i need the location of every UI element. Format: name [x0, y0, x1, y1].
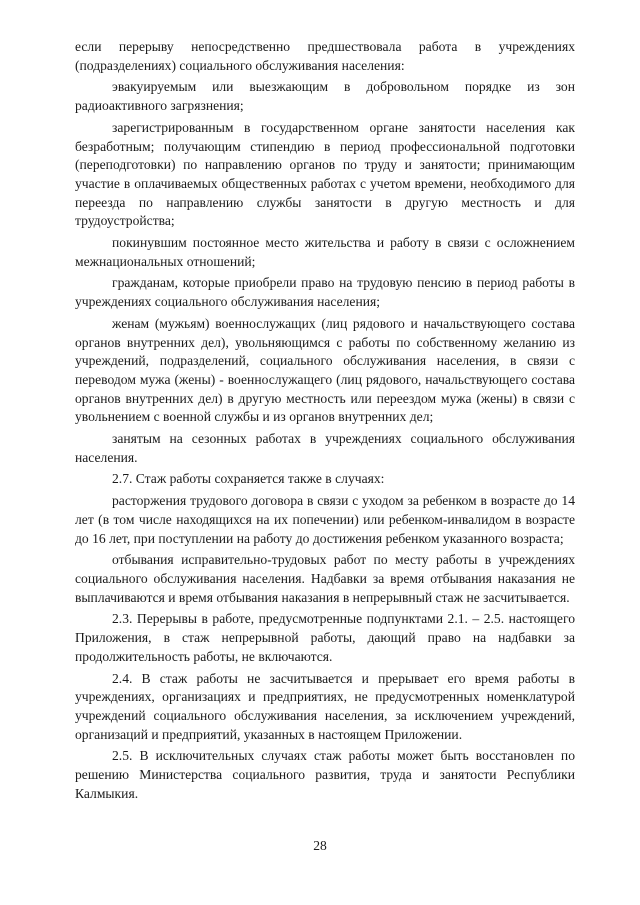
paragraph-military-spouses: женам (мужьям) военнослужащих (лиц рядового и начальствующего состава органов внутренних дел), увольняющимся с работы по собственному желанию из учреждений, подразделений, социального обслуживания населения, в связи с переводом мужа (жены) - военнослужащего (лиц рядового, начальствующего состава органов внутренних дел) в другую местность или переездом мужа (жены) в связи с увольнением с военной службы и из органов внутренних дел;: [75, 315, 575, 425]
paragraph-evacuated: эвакуируемым или выезжающим в добровольном порядке из зон радиоактивного загрязнения;: [75, 79, 575, 114]
paragraph-childcare: расторжения трудового договора в связи с уходом за ребенком в возрасте до 14 лет (в том числе находящихся на их попечении) или ребенком-инвалидом в возрасте до 16 лет, при поступлении на работу до достижения ребенком указанного возраста;: [75, 493, 575, 546]
paragraph-corrective-labor: отбывания исправительно-трудовых работ по месту работы в учреждениях социального обслуживания населения. Надбавки за время отбывания наказания не выплачиваются и время отбывания наказания в непрерывный стаж не засчитывается.: [75, 552, 575, 605]
paragraph-pension: гражданам, которые приобрели право на трудовую пенсию в период работы в учреждениях социального обслуживания населения;: [75, 275, 575, 310]
paragraph-continuation: если перерыву непосредственно предшествовала работа в учреждениях (подразделениях) социального обслуживания населения:: [75, 39, 575, 73]
page-number: 28: [313, 838, 327, 853]
paragraph-2-4: 2.4. В стаж работы не засчитывается и прерывает его время работы в учреждениях, организациях и предприятиях, не предусмотренных номенклатурой учреждений социального обслуживания населения, за исключением учреждений, организаций и предприятий, указанных в настоящем Приложении.: [75, 670, 575, 742]
paragraph-interethnic: покинувшим постоянное место жительства и работу в связи с осложнением межнациональных отношений;: [75, 235, 575, 269]
document-body: [75, 38, 575, 806]
paragraph-seasonal: занятым на сезонных работах в учреждениях социального обслуживания населения.: [75, 431, 575, 465]
paragraph-2-3: 2.3. Перерывы в работе, предусмотренные подпунктами 2.1. – 2.5. настоящего Приложения, в стаж непрерывной работы, дающий право на надбавки за продолжительность работы, не включаются.: [75, 611, 575, 664]
paragraph-2-7: 2.7. Стаж работы сохраняется также в случаях:: [112, 471, 385, 487]
paragraph-2-5: 2.5. В исключительных случаях стаж работы может быть восстановлен по решению Министерства социального развития, труда и занятости Республики Калмыкия.: [75, 748, 575, 801]
paragraph-unemployed: зарегистрированным в государственном органе занятости населения как безработным; получающим стипендию в период профессиональной подготовки (переподготовки) по направлению органов по труду и занятости; принимающим участие в оплачиваемых общественных работах с учетом времени, необходимого для переезда по направлению службы занятости в другую местность и для трудоустройства;: [75, 119, 575, 229]
